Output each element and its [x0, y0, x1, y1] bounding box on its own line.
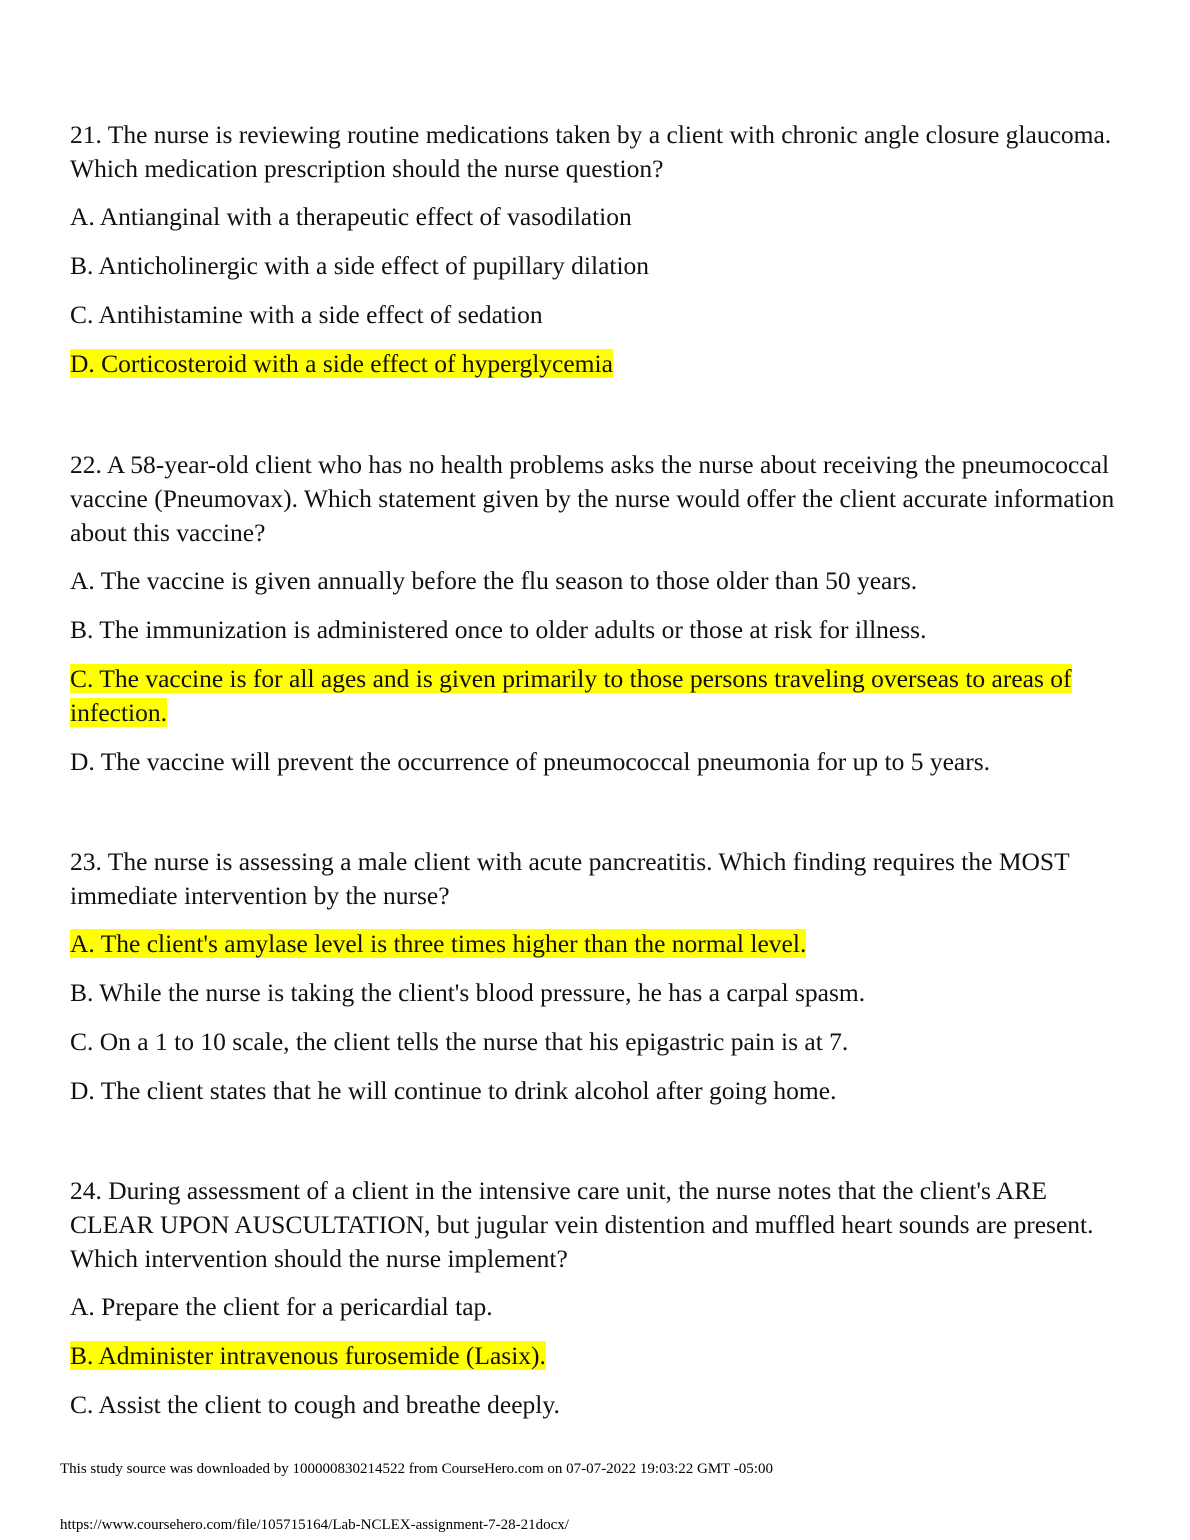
answer-option-a	[70, 1290, 1130, 1324]
source-url: https://www.coursehero.com/file/105715164/Lab-NCLEX-assignment-7-28-21docx/	[60, 1517, 569, 1533]
answer-option-text: C. On a 1 to 10 scale, the client tells the nurse that his epigastric pain is at 7.	[70, 1027, 849, 1056]
answer-option-b	[70, 976, 1130, 1010]
answer-option-b	[70, 613, 1130, 647]
answer-option-a	[70, 564, 1130, 598]
answer-option-b	[70, 249, 1130, 283]
answer-option-text: A. Prepare the client for a pericardial tap.	[70, 1292, 493, 1321]
answer-option-text: D. The client states that he will continue to drink alcohol after going home.	[70, 1076, 837, 1105]
answer-option-c	[70, 298, 1130, 332]
highlighted-answer-text: C. The vaccine is for all ages and is given primarily to those persons traveling overseas to areas of infection.	[70, 664, 1072, 727]
answer-option-c	[70, 1388, 1130, 1422]
answer-option-text: C. Assist the client to cough and breathe deeply.	[70, 1390, 560, 1419]
answer-option-a-highlighted	[70, 927, 1130, 961]
answer-option-d	[70, 745, 1130, 779]
answer-option-text: B. While the nurse is taking the client's blood pressure, he has a carpal spasm.	[70, 978, 866, 1007]
answer-option-a	[70, 200, 1130, 234]
question-stem: 21. The nurse is reviewing routine medications taken by a client with chronic angle closure glaucoma. Which medication prescription should the nurse question?	[70, 120, 1112, 183]
question-21	[70, 118, 1130, 396]
answer-option-text: A. Antianginal with a therapeutic effect of vasodilation	[70, 202, 632, 231]
highlighted-answer-text: D. Corticosteroid with a side effect of hyperglycemia	[70, 349, 613, 378]
answer-option-d	[70, 1074, 1130, 1108]
answer-option-text: D. The vaccine will prevent the occurrence of pneumococcal pneumonia for up to 5 years.	[70, 747, 990, 776]
highlighted-answer-text: A. The client's amylase level is three times higher than the normal level.	[70, 929, 807, 958]
answer-option-text: C. Antihistamine with a side effect of sedation	[70, 300, 543, 329]
answer-option-text: B. Anticholinergic with a side effect of pupillary dilation	[70, 251, 650, 280]
answer-option-d-highlighted	[70, 347, 1130, 381]
answer-option-b-highlighted	[70, 1339, 1130, 1373]
question-stem: 22. A 58-year-old client who has no health problems asks the nurse about receiving the pneumococcal vaccine (Pneumovax). Which statement given by the nurse would offer the client accurate information about this vaccine?	[70, 450, 1115, 547]
highlighted-answer-text: B. Administer intravenous furosemide (Lasix).	[70, 1341, 546, 1370]
question-stem: 23. The nurse is assessing a male client with acute pancreatitis. Which finding requires the MOST immediate intervention by the nurse?	[70, 847, 1070, 910]
download-source-note: This study source was downloaded by 100000830214522 from CourseHero.com on 07-07-2022 19:03:22 GMT -05:00	[60, 1461, 773, 1477]
question-22	[70, 448, 1130, 794]
question-24	[70, 1174, 1130, 1437]
question-stem: 24. During assessment of a client in the intensive care unit, the nurse notes that the client's ARE CLEAR UPON AUSCULTATION, but jugular vein distention and muffled heart sounds are present. Which intervention should the nurse implement?	[70, 1176, 1094, 1273]
answer-option-text: B. The immunization is administered once to older adults or those at risk for illness.	[70, 615, 927, 644]
answer-option-c	[70, 1025, 1130, 1059]
answer-option-text: A. The vaccine is given annually before the flu season to those older than 50 years.	[70, 566, 918, 595]
answer-option-c-highlighted	[70, 662, 1130, 730]
question-23	[70, 845, 1130, 1123]
